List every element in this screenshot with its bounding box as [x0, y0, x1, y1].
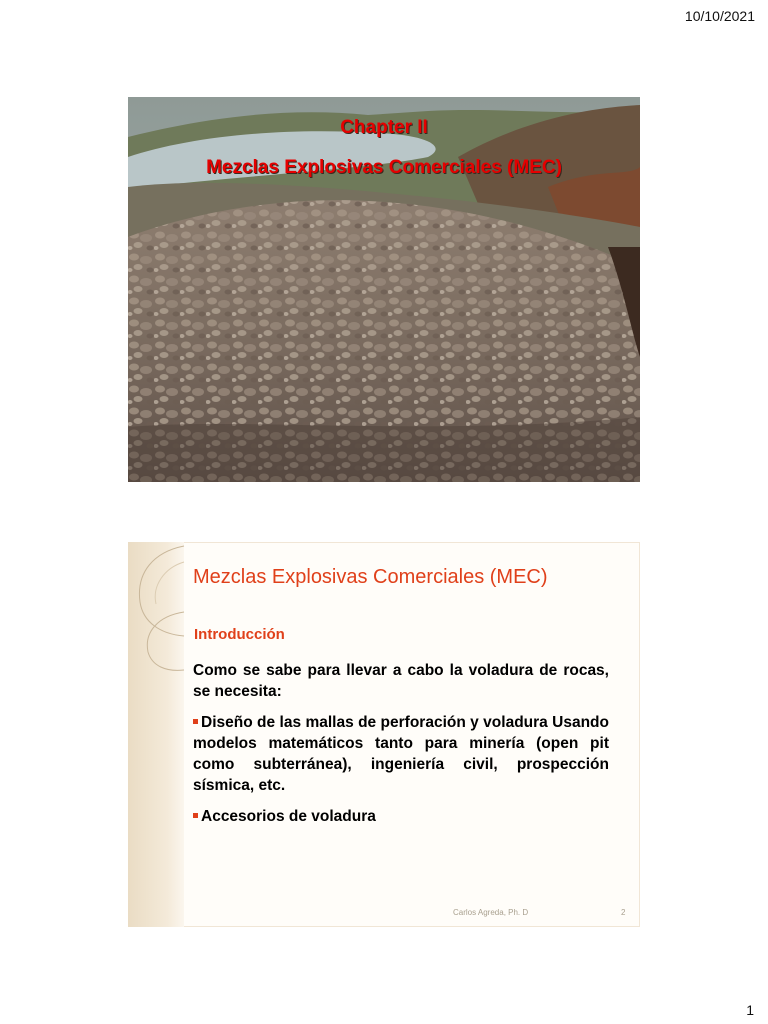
bullet-item	[193, 806, 609, 827]
page-number: 1	[746, 1002, 754, 1018]
mining-rock-pile-photo-icon	[128, 97, 640, 482]
bullet-text: Diseño de las mallas de perforación y voladura Usando modelos matemáticos tanto para minería (open pit como subterránea), ingeniería civil, prospección sísmica, etc.	[193, 714, 609, 794]
slide-2	[128, 542, 640, 927]
slide-1	[128, 97, 640, 482]
slide-footer-number: 2	[621, 908, 626, 917]
intro-paragraph: Como se sabe para llevar a cabo la voladura de rocas, se necesita:	[193, 662, 609, 700]
square-bullet-icon	[193, 719, 198, 724]
bullet-text: Accesorios de voladura	[201, 808, 376, 825]
slide-2-subtitle: Introducción	[194, 626, 285, 643]
page-date: 10/10/2021	[684, 8, 755, 24]
slide-2-body	[193, 660, 609, 837]
slide-1-subtitle: Mezclas Explosivas Comerciales (MEC)	[206, 157, 562, 178]
slide-2-title: Mezclas Explosivas Comerciales (MEC)	[193, 566, 548, 588]
bullet-item	[193, 712, 609, 796]
square-bullet-icon	[193, 813, 198, 818]
slide-1-title: Chapter II	[340, 117, 428, 138]
slide-footer-author: Carlos Agreda, Ph. D	[453, 908, 529, 917]
